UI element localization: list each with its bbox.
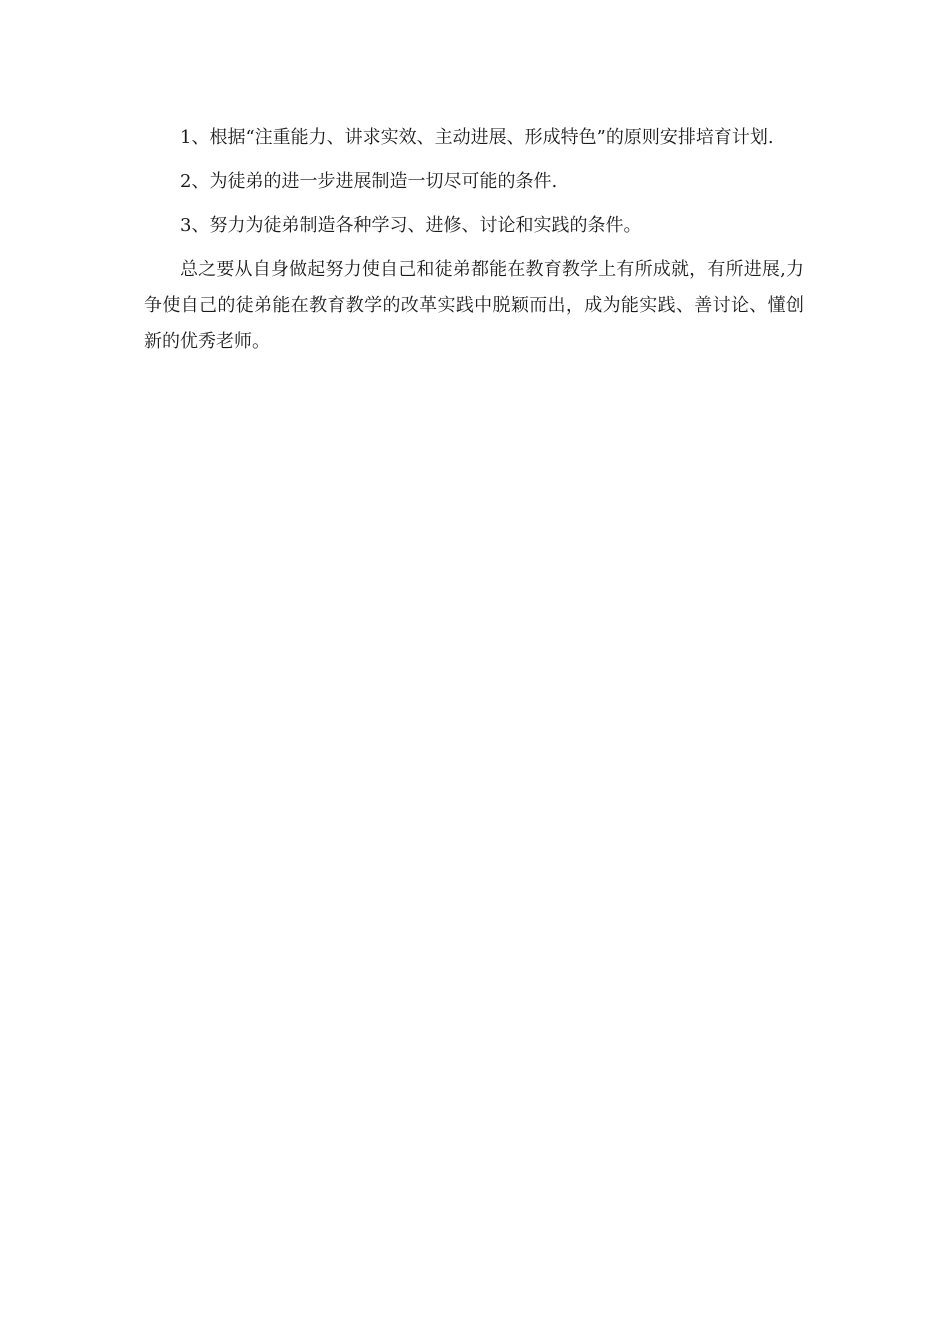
paragraph-item-1: 1、根据“注重能力、讲求实效、主动进展、形成特色”的原则安排培育计划. bbox=[180, 127, 774, 148]
paragraph-summary: 总之要从自身做起努力使自己和徒弟都能在教育教学上有所成就，有所进展,力争使自己的徒弟能在教育教学的改革实践中脱颖而出，成为能实践、善讨论、懂创新的优秀老师。 bbox=[144, 259, 804, 352]
paragraph-item-2: 2、为徒弟的进一步进展制造一切尽可能的条件. bbox=[180, 171, 558, 192]
paragraph-item-3: 3、努力为徒弟制造各种学习、进修、讨论和实践的条件。 bbox=[180, 215, 642, 236]
document-body bbox=[144, 120, 804, 368]
